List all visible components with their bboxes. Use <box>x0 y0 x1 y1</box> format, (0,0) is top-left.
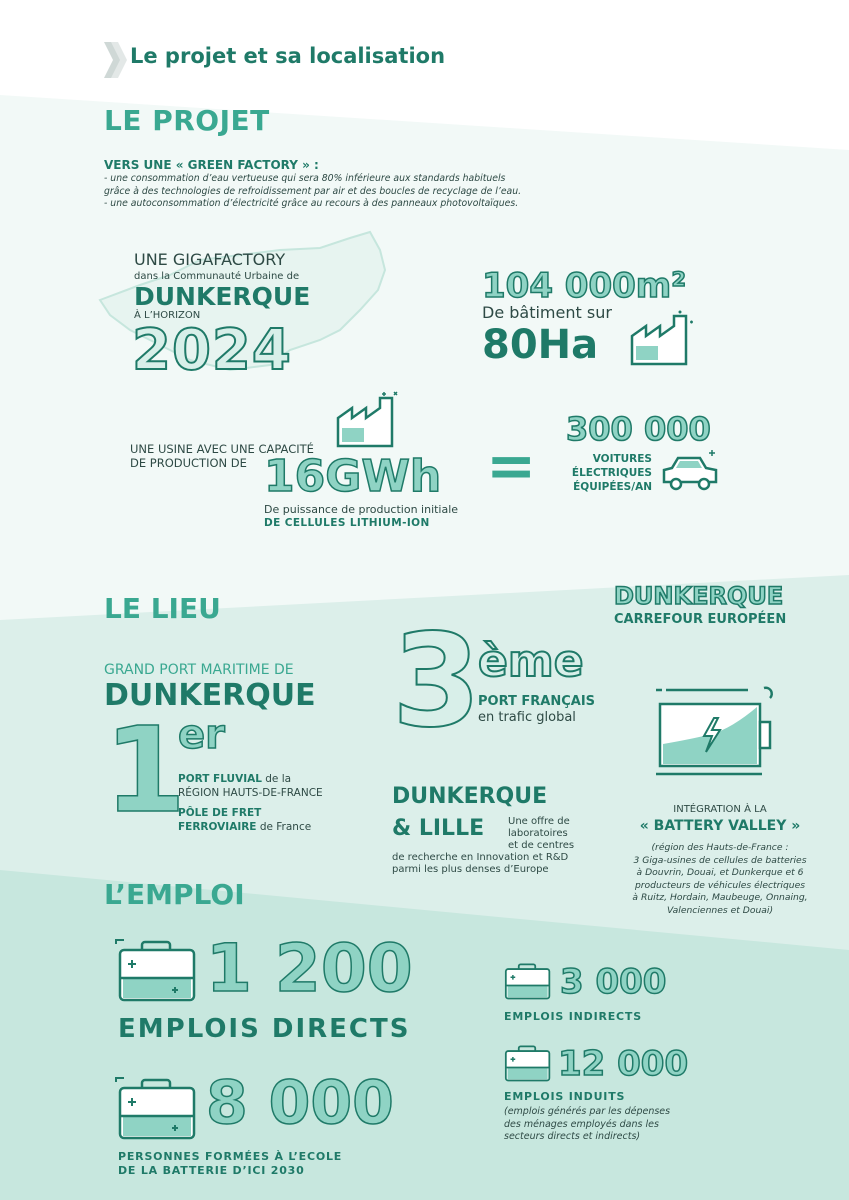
bv-note-line: Valenciennes et Douai) <box>666 904 774 916</box>
page-title: Le projet et sa localisation <box>130 44 446 68</box>
induits-note-line: des ménages employés dans les <box>504 1118 659 1130</box>
third-rest: en trafic global <box>478 710 576 725</box>
dl-rest-line: parmi les plus denses d’Europe <box>392 864 549 875</box>
cars-label-line: ÉLECTRIQUES <box>571 467 652 479</box>
third-number: 3 <box>392 607 482 756</box>
toolbox-icon <box>502 1044 552 1084</box>
fret-bold1: PÔLE DE FRET <box>178 807 262 819</box>
toolbox-icon <box>114 938 198 1006</box>
green-line: - une consommation d’eau vertueuse qui sera 80% inférieure aux standards habituels <box>104 173 506 184</box>
induits-value: 12 000 <box>558 1044 689 1084</box>
port-label: GRAND PORT MARITIME DE <box>104 662 294 678</box>
capacity-line1: UNE USINE AVEC UNE CAPACITÉ <box>130 442 314 456</box>
dl-rest-line: de recherche en Innovation et R&D <box>392 852 569 863</box>
section-heading-projet: LE PROJET <box>104 104 270 137</box>
cars-value: 300 000 <box>566 410 711 448</box>
cars-label-line: ÉQUIPÉES/AN <box>573 481 652 493</box>
port-city: DUNKERQUE <box>104 678 316 713</box>
capacity-line2: DE PRODUCTION DE <box>130 456 247 470</box>
cars-label <box>566 452 652 494</box>
fluvial-line <box>178 773 291 785</box>
battery-icon <box>652 684 782 780</box>
third-sup: ème <box>478 636 584 687</box>
bv-note-line: à Ruitz, Hordain, Maubeuge, Onnaing, <box>632 892 808 903</box>
dl-side <box>508 816 574 852</box>
toolbox-icon <box>114 1076 198 1144</box>
indirect-label: EMPLOIS INDIRECTS <box>504 1010 642 1023</box>
gigafactory-line1: UNE GIGAFACTORY <box>134 250 286 269</box>
bv-note-line: 3 Giga-usines de cellules de batteries <box>633 854 807 866</box>
capacity-value: 16GWh <box>264 451 442 502</box>
green-line: - une autoconsommation d’électricité grâce au recours à des panneaux photovoltaïques. <box>104 198 519 209</box>
fret-bold2: FERROVIAIRE <box>178 821 257 833</box>
green-factory-title: VERS UNE « GREEN FACTORY » : <box>104 158 319 172</box>
dl-line1: DUNKERQUE <box>392 784 548 809</box>
bv-note-line: (région des Hauts-de-France : <box>651 842 789 853</box>
dl-side-line: et de centres <box>508 840 575 851</box>
bv-note <box>610 842 830 917</box>
third-bold: PORT FRANÇAIS <box>478 694 596 709</box>
bv-line1: INTÉGRATION À LA <box>673 804 767 815</box>
surface-label: De bâtiment sur <box>482 303 612 322</box>
fret-rest: de France <box>256 821 312 833</box>
formees-line1: PERSONNES FORMÉES À L’ECOLE <box>118 1150 343 1163</box>
bv-note-line: à Douvrin, Douai, et Dunkerque et 6 <box>636 867 804 878</box>
equals-sign: = <box>486 431 537 501</box>
formees-line2: DE LA BATTERIE D’ICI 2030 <box>118 1164 305 1177</box>
bv-note-line: producteurs de véhicules électriques <box>634 879 806 891</box>
carrefour-city: DUNKERQUE <box>614 582 784 610</box>
cars-label-line: VOITURES <box>592 453 652 465</box>
gigafactory-horizon: À L’HORIZON <box>134 310 201 321</box>
factory-icon <box>334 392 400 450</box>
green-line: grâce à des technologies de refroidissement par air et des boucles de recyclage de l’eau. <box>104 185 522 197</box>
capacity-sub1: De puissance de production initiale <box>264 503 459 516</box>
fluvial-rest: de la <box>261 773 292 785</box>
dl-line2: & LILLE <box>392 816 485 841</box>
fret-line2 <box>178 821 311 833</box>
section-heading-lieu: LE LIEU <box>104 592 221 625</box>
dl-rest <box>392 852 568 876</box>
induits-note-line: secteurs directs et indirects) <box>504 1131 641 1142</box>
fluvial-region: RÉGION HAUTS-DE-FRANCE <box>178 787 323 799</box>
header <box>104 42 128 82</box>
section-heading-emploi: L’EMPLOI <box>104 878 245 911</box>
factory-icon <box>628 310 694 368</box>
direct-label: EMPLOIS DIRECTS <box>118 1014 411 1044</box>
carrefour-label: CARREFOUR EUROPÉEN <box>614 612 787 627</box>
surface-value: 104 000m² <box>482 266 687 306</box>
induits-label: EMPLOIS INDUITS <box>504 1090 626 1103</box>
chevron-icon <box>104 42 128 78</box>
car-icon <box>660 448 720 492</box>
first-sup: er <box>178 712 225 758</box>
gigafactory-city: DUNKERQUE <box>134 282 311 311</box>
surface-area: 80Ha <box>482 322 599 368</box>
gigafactory-line2: dans la Communauté Urbaine de <box>134 271 300 282</box>
green-factory-list <box>104 173 521 211</box>
induits-note <box>504 1106 670 1144</box>
indirect-value: 3 000 <box>560 962 667 1002</box>
direct-value: 1 200 <box>206 930 413 1007</box>
toolbox-icon <box>502 962 552 1002</box>
first-number: 1 <box>104 701 187 839</box>
fluvial-bold: PORT FLUVIAL <box>178 773 262 785</box>
dl-side-line: Une offre de <box>508 816 570 827</box>
dl-side-line: laboratoires <box>508 828 568 839</box>
bv-line2: « BATTERY VALLEY » <box>639 818 801 834</box>
induits-note-line: (emplois générés par les dépenses <box>504 1106 671 1117</box>
gigafactory-year: 2024 <box>132 318 292 383</box>
formees-value: 8 000 <box>206 1068 394 1138</box>
capacity-sub2: DE CELLULES LITHIUM-ION <box>264 517 430 529</box>
